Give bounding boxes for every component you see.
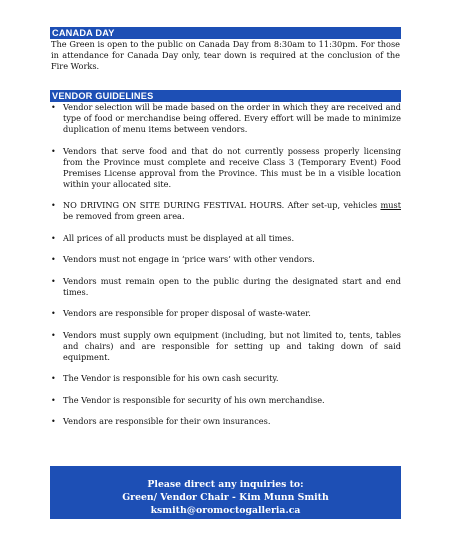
guideline-text: Vendor selection will be made based on the order in which they are received and type of food or merchandise being offered. Every effort will be made to minimize duplication of menu items between vendors.: [63, 102, 401, 134]
guideline-text: Vendors are responsible for proper disposal of waste-water.: [63, 308, 311, 318]
list-item: [50, 102, 401, 135]
canada-day-text: The Green is open to the public on Canada Day from 8:30am to 11:30pm. For those in attendance for Canada Day only, tear down is required at the conclusion of the Fire Works.: [51, 39, 400, 71]
list-item: [50, 254, 401, 265]
guideline-text: Vendors must remain open to the public during the designated start and end times.: [63, 275, 401, 297]
list-item: [50, 330, 401, 363]
contact-chair: Green/ Vendor Chair - Kim Munn Smith: [122, 492, 329, 504]
bullet-icon: •: [51, 201, 56, 210]
list-item: [50, 308, 401, 319]
guideline-text: All prices of all products must be displayed at all times.: [63, 232, 295, 243]
vendor-guidelines-list: [50, 102, 401, 427]
bullet-icon: •: [51, 395, 56, 405]
contact-intro: Please direct any inquiries to:: [147, 479, 304, 490]
bullet-icon: •: [51, 276, 56, 286]
guideline-text: Vendors must supply own equipment (including, but not limited to, tents, tables and chairs) and are responsible for setting up and taking down of said equipment.: [63, 329, 401, 362]
list-item: [50, 395, 401, 406]
contact-email[interactable]: ksmith@oromoctogalleria.ca: [150, 505, 301, 517]
guideline-text: Vendors are responsible for their own insurances.: [63, 416, 271, 426]
list-item: [50, 200, 401, 222]
bullet-icon: •: [51, 417, 56, 426]
list-item: [50, 373, 401, 384]
bullet-icon: •: [51, 309, 56, 318]
list-item: [50, 233, 401, 244]
bullet-icon: •: [51, 255, 56, 264]
bullet-icon: •: [51, 233, 56, 243]
bullet-icon: •: [51, 146, 56, 156]
guideline-text: NO DRIVING ON SITE DURING FESTIVAL HOURS. After set-up, vehicles: [63, 200, 381, 210]
list-item: [50, 146, 401, 190]
list-item: [50, 416, 401, 427]
guideline-text: Vendors that serve food and that do not currently possess properly licensing from the Province must complete and receive Class 3 (Temporary Event) Food Premises License approval from the Province. This must be in a visible location within your allocated site.: [63, 145, 401, 189]
document-page: [50, 27, 401, 438]
canada-day-heading: CANADA DAY: [50, 27, 401, 39]
bullet-icon: •: [51, 374, 56, 383]
guideline-text: Vendors must not engage in ‘price wars’ with other vendors.: [63, 254, 315, 264]
guideline-text: The Vendor is responsible for his own cash security.: [63, 373, 279, 383]
list-item: [50, 276, 401, 298]
guideline-text-tail: be removed from green area.: [63, 211, 185, 221]
bullet-icon: •: [51, 103, 56, 112]
guideline-underlined-text: must: [380, 200, 401, 210]
bullet-icon: •: [51, 330, 56, 340]
contact-box: [50, 466, 401, 519]
guideline-text: The Vendor is responsible for security of his own merchandise.: [63, 394, 325, 405]
vendor-guidelines-heading: VENDOR GUIDELINES: [50, 90, 401, 102]
